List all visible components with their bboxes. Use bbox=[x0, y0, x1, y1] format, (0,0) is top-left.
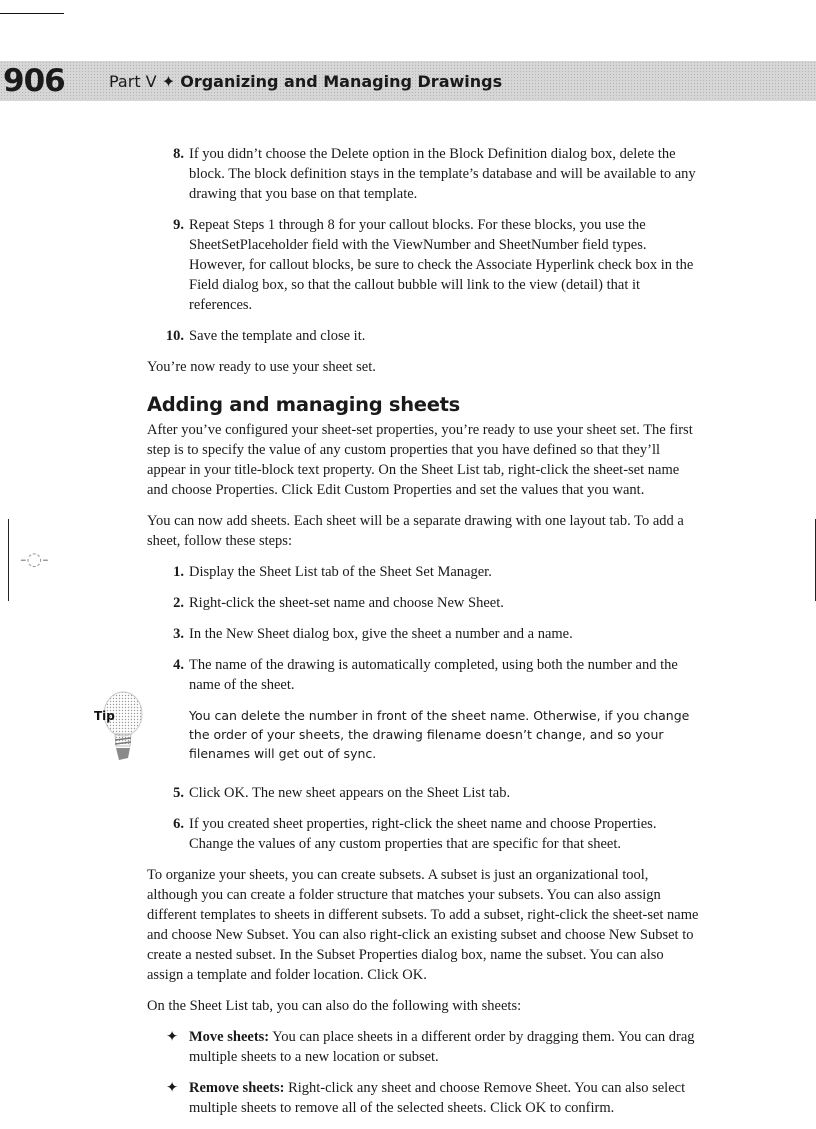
list-item: 5. Click OK. The new sheet appears on the Sheet List tab. bbox=[173, 785, 511, 801]
list-item: 3. In the New Sheet dialog box, give the sheet a number and a name. bbox=[173, 626, 573, 642]
section-heading: Adding and managing sheets bbox=[147, 393, 460, 416]
part-label: Part V bbox=[109, 72, 157, 91]
list-item: 8. If you didn’t choose the Delete option in the Block Definition dialog box, delete the block. The block definition stays in the template’s database and will be available to any drawing that you base on that template. bbox=[173, 146, 696, 202]
list-item: 6. If you created sheet properties, right-click the sheet name and choose Properties. Change the values of any custom properties that are specific for that sheet. bbox=[173, 816, 657, 852]
list-item: 2. Right-click the sheet-set name and choose New Sheet. bbox=[173, 595, 504, 611]
page-body bbox=[94, 144, 699, 1129]
list-item: ✦ Move sheets: You can place sheets in a different order by dragging them. You can drag multiple sheets to a new location or subset. bbox=[166, 1029, 695, 1065]
lightbulb-icon bbox=[97, 688, 147, 764]
separator-icon: ✦ bbox=[161, 72, 176, 91]
step-list-add-sheet bbox=[147, 562, 699, 695]
paragraph-configured: After you’ve configured your sheet-set properties, you’re ready to use your sheet set. The first step is to specify the value of any custom properties that you have defined so that they’ll appear in your title-block text property. On the Sheet List tab, right-click the sheet-set name and choose Properties. Click Edit Custom Properties and set the values that you want. bbox=[147, 422, 693, 498]
part-title: Organizing and Managing Drawings bbox=[180, 72, 503, 91]
tip-box bbox=[94, 706, 699, 763]
paragraph-add-sheets: You can now add sheets. Each sheet will be a separate drawing with one layout tab. To add a sheet, follow these steps: bbox=[147, 513, 684, 549]
registration-mark-icon: -◌- bbox=[20, 549, 49, 570]
paragraph-organize: To organize your sheets, you can create subsets. A subset is just an organizational tool, although you can create a folder structure that matches your subsets. You can also assign different templates to sheets in different subsets. To add a subset, right-click the sheet-set name and choose New Subset. You can also right-click an existing subset and choose New Subset to create a nested subset. In the Subset Properties dialog box, name the subset. You can also assign a template and folder location. Click OK. bbox=[147, 867, 699, 983]
crop-mark-left bbox=[8, 519, 9, 601]
crop-rule-top bbox=[0, 13, 64, 14]
step-list-add-sheet-continued bbox=[147, 783, 699, 854]
running-header-title bbox=[109, 72, 502, 91]
list-item: 10. Save the template and close it. bbox=[165, 328, 366, 344]
list-item: 4. The name of the drawing is automatically completed, using both the number and the name of the sheet. bbox=[173, 657, 678, 693]
step-list-continued bbox=[147, 144, 699, 346]
list-item: 1. Display the Sheet List tab of the Sheet Set Manager. bbox=[173, 564, 492, 580]
paragraph-ready: You’re now ready to use your sheet set. bbox=[147, 359, 376, 375]
list-item: 9. Repeat Steps 1 through 8 for your callout blocks. For these blocks, you use the SheetSetPlaceholder field with the ViewNumber and SheetNumber field types. However, for callout blocks, be sure to check the Associate Hyperlink check box in the Field dialog box, so that the callout bubble will link to the view (detail) that it references. bbox=[173, 217, 694, 313]
page-number: 906 bbox=[3, 63, 65, 99]
paragraph-sheet-list: On the Sheet List tab, you can also do the following with sheets: bbox=[147, 998, 522, 1014]
tip-text: You can delete the number in front of the sheet name. Otherwise, if you change the order of your sheets, the drawing filename doesn’t change, and so your filenames will get out of sync. bbox=[189, 708, 690, 761]
bullet-list bbox=[147, 1027, 699, 1118]
tip-label: Tip bbox=[94, 709, 115, 723]
diamond-bullet-icon: ✦ bbox=[166, 1029, 179, 1045]
list-item: ✦ Remove sheets: Right-click any sheet and choose Remove Sheet. You can also select multiple sheets to remove all of the selected sheets. Click OK to confirm. bbox=[166, 1080, 686, 1116]
diamond-bullet-icon: ✦ bbox=[166, 1080, 179, 1096]
